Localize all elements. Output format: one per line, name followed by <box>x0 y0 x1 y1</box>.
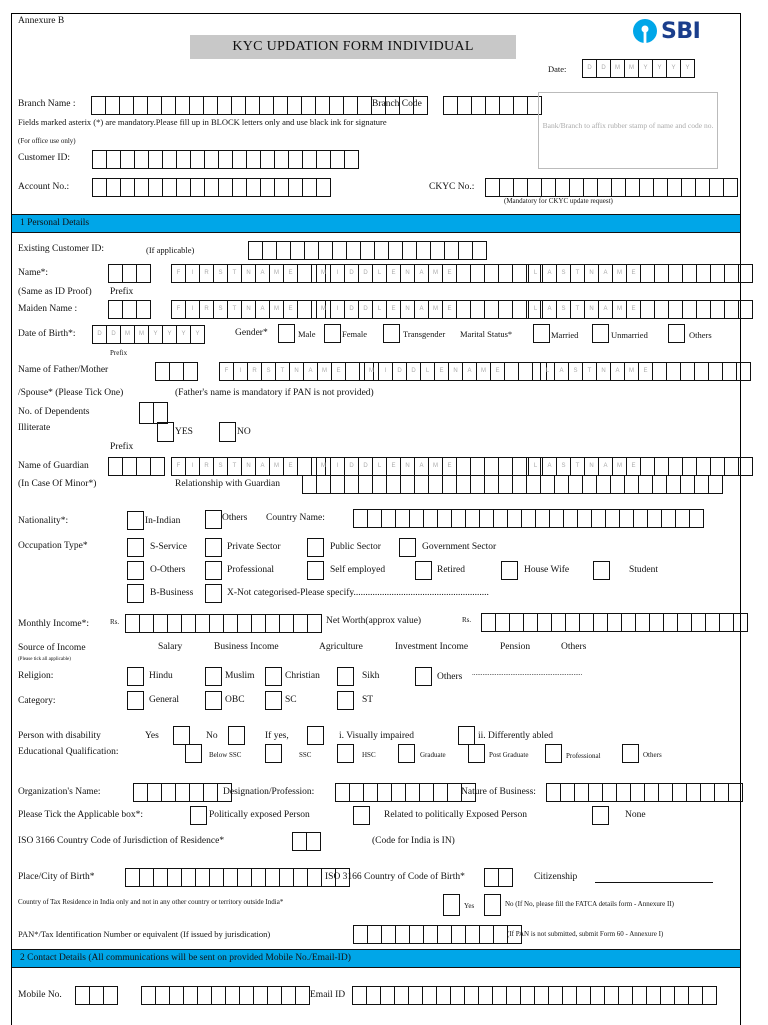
salary-label[interactable]: Salary <box>158 642 183 652</box>
post-graduate-label: Post Graduate <box>489 751 529 759</box>
maiden-last-name-boxes[interactable]: L A S T N A M E <box>529 300 753 319</box>
branch-code-boxes[interactable] <box>444 96 542 115</box>
category-label: Category: <box>18 696 56 706</box>
org-name-boxes[interactable] <box>134 783 232 802</box>
sikh-label: Sikh <box>362 671 380 681</box>
place-birth-boxes[interactable] <box>126 868 350 887</box>
mobile-country-code-boxes[interactable] <box>76 986 118 1005</box>
annexure-label: Annexure B <box>18 16 65 26</box>
post-graduate-checkbox[interactable] <box>468 744 485 763</box>
self-employed-label: Self employed <box>330 565 386 575</box>
none-checkbox[interactable] <box>592 806 609 825</box>
mobile-number-boxes[interactable] <box>142 986 310 1005</box>
source-others-label[interactable]: Others <box>561 642 587 652</box>
middle-name-boxes[interactable]: M I D D L E N A M E <box>317 264 541 283</box>
investment-income-label[interactable]: Investment Income <box>395 642 469 652</box>
pan-note: (If PAN is not submitted, submit Form 60 - Annexure I) <box>507 930 664 938</box>
father-note: (Father's name is mandatory if PAN is not provided) <box>175 388 374 398</box>
edu-professional-label: Professional <box>566 752 601 760</box>
st-checkbox[interactable] <box>337 691 354 710</box>
public-sector-checkbox[interactable] <box>307 538 324 557</box>
maiden-prefix-boxes[interactable] <box>109 300 151 319</box>
hsc-label: HSC <box>362 751 376 759</box>
professional-checkbox[interactable] <box>205 561 222 580</box>
instructions-text: Fields marked asterix (*) are mandatory.Please fill up in BLOCK letters only and use black ink for signature <box>18 117 387 127</box>
gender-label: Gender* <box>235 328 268 338</box>
graduate-checkbox[interactable] <box>398 744 415 763</box>
religion-others-checkbox[interactable] <box>415 667 432 686</box>
citizenship-line[interactable] <box>595 882 713 883</box>
account-no-label: Account No.: <box>18 182 70 192</box>
dob-boxes[interactable]: D D M M Y Y Y Y <box>93 325 205 344</box>
name-prefix-boxes[interactable] <box>109 264 151 283</box>
house-wife-label: House Wife <box>524 565 570 575</box>
iso-birth-boxes[interactable] <box>485 868 513 887</box>
none-label: None <box>625 810 646 820</box>
guardian-last-name-boxes[interactable]: L A S T N A M E <box>529 457 753 476</box>
monthly-income-rs: Rs. <box>110 618 120 626</box>
branch-code-label: Branch Code <box>372 99 422 109</box>
tick-applicable-label: Please Tick the Applicable box*: <box>18 810 144 820</box>
nationality-others-label: Others <box>222 513 248 523</box>
retired-checkbox[interactable] <box>415 561 432 580</box>
s-service-label: S-Service <box>150 542 187 552</box>
tick-all-text: (Please tick all applicable) <box>18 657 71 662</box>
same-as-id-text: (Same as ID Proof) <box>18 287 92 297</box>
related-pep-checkbox[interactable] <box>353 806 370 825</box>
sc-checkbox[interactable] <box>265 691 282 710</box>
date-boxes[interactable]: D D M M Y Y Y Y <box>583 59 695 78</box>
female-checkbox[interactable] <box>324 324 341 343</box>
pan-boxes[interactable] <box>354 925 522 944</box>
male-checkbox[interactable] <box>278 324 295 343</box>
occupation-type-label: Occupation Type* <box>18 541 88 551</box>
obc-checkbox[interactable] <box>205 691 222 710</box>
office-use-text: (For office use only) <box>18 137 76 145</box>
edu-others-checkbox[interactable] <box>622 744 639 763</box>
father-first-name-boxes[interactable]: F I R S T N A M E <box>220 362 374 381</box>
monthly-income-label: Monthly Income*: <box>18 619 89 629</box>
male-label: Male <box>298 329 316 339</box>
nationality-others-checkbox[interactable] <box>205 510 222 529</box>
agriculture-label[interactable]: Agriculture <box>319 642 363 652</box>
religion-others-dots: ............................................................... <box>472 669 583 677</box>
account-no-boxes[interactable] <box>93 178 331 197</box>
guardian-middle-name-boxes[interactable]: M I D D L E N A M E <box>317 457 541 476</box>
designation-boxes[interactable] <box>336 783 476 802</box>
maiden-middle-name-boxes[interactable]: M I D D L E N A M E <box>317 300 541 319</box>
disability-yes-checkbox[interactable] <box>173 726 190 745</box>
ckyc-no-boxes[interactable] <box>486 178 738 197</box>
spouse-label: /Spouse* (Please Tick One) <box>18 388 124 398</box>
kyc-form-page <box>11 13 741 1025</box>
country-name-boxes[interactable] <box>354 509 704 528</box>
female-label: Female <box>342 329 368 339</box>
nationality-label: Nationality*: <box>18 516 69 526</box>
customer-id-boxes[interactable] <box>93 150 359 169</box>
ckyc-note: (Mandatory for CKYC update request) <box>504 197 613 205</box>
o-others-checkbox[interactable] <box>127 561 144 580</box>
private-sector-checkbox[interactable] <box>205 538 222 557</box>
code-india-text: (Code for India is IN) <box>372 836 455 846</box>
sikh-checkbox[interactable] <box>337 667 354 686</box>
first-name-boxes[interactable]: F I R S T N A M E <box>172 264 326 283</box>
iso-birth-label: ISO 3166 Country of Code of Birth* <box>325 872 465 882</box>
email-boxes[interactable] <box>353 986 717 1005</box>
hindu-checkbox[interactable] <box>127 667 144 686</box>
tax-yes-checkbox[interactable] <box>443 894 460 916</box>
edu-others-label: Others <box>643 751 662 759</box>
business-income-label[interactable]: Business Income <box>214 642 279 652</box>
muslim-checkbox[interactable] <box>205 667 222 686</box>
if-applicable-text: (If applicable) <box>146 245 195 255</box>
x-not-categorised-label: X-Not categorised-Please specify......................................................... <box>227 588 489 598</box>
student-label: Student <box>629 565 659 575</box>
public-sector-label: Public Sector <box>330 542 381 552</box>
government-sector-checkbox[interactable] <box>399 538 416 557</box>
existing-customer-id-label: Existing Customer ID: <box>18 244 105 254</box>
education-label: Educational Qualification: <box>18 747 119 757</box>
last-name-boxes[interactable]: L A S T N A M E <box>529 264 753 283</box>
disability-yes-label: Yes <box>145 731 159 741</box>
sbi-keyhole-icon <box>632 18 658 44</box>
sbi-logo-text: SBI <box>661 18 701 44</box>
private-sector-label: Private Sector <box>227 542 281 552</box>
country-name-label: Country Name: <box>266 513 325 523</box>
tax-no-label: No (If No, please fill the FATCA details form - Annexure II) <box>505 900 674 908</box>
below-ssc-label: Below SSC <box>209 751 242 759</box>
pep-checkbox[interactable] <box>190 806 207 825</box>
illiterate-yes-checkbox[interactable] <box>157 422 174 442</box>
below-ssc-checkbox[interactable] <box>185 744 202 763</box>
edu-professional-checkbox[interactable] <box>545 744 562 763</box>
existing-customer-id-boxes[interactable] <box>249 241 487 260</box>
disability-no-checkbox[interactable] <box>228 726 245 745</box>
prefix-label-3: Prefix <box>110 442 134 452</box>
illiterate-no-label: NO <box>237 427 251 437</box>
in-indian-checkbox[interactable] <box>127 511 144 530</box>
dob-label: Date of Birth*: <box>18 329 76 339</box>
transgender-label: Transgender <box>403 329 446 339</box>
place-birth-label: Place/City of Birth* <box>18 872 95 882</box>
pep-label: Politically exposed Person <box>209 810 310 820</box>
tax-yes-label: Yes <box>464 902 475 910</box>
ssc-checkbox[interactable] <box>265 744 282 763</box>
christian-checkbox[interactable] <box>265 667 282 686</box>
prefix-label-2: Prefix <box>110 349 128 357</box>
mobile-label: Mobile No. <box>18 990 62 1000</box>
dependents-label: No. of Dependents <box>18 407 90 417</box>
iso-residence-boxes[interactable] <box>293 832 321 851</box>
relationship-guardian-boxes[interactable] <box>303 475 723 494</box>
graduate-label: Graduate <box>420 751 446 759</box>
dependents-boxes[interactable] <box>140 402 168 424</box>
s-service-checkbox[interactable] <box>127 538 144 557</box>
sbi-logo <box>632 18 700 44</box>
source-income-label: Source of Income <box>18 643 86 653</box>
illiterate-yes-label: YES <box>175 427 193 437</box>
self-employed-checkbox[interactable] <box>307 561 324 580</box>
st-label: ST <box>362 695 374 705</box>
if-yes-label: If yes, <box>265 731 289 741</box>
disability-label: Person with disability <box>18 731 101 741</box>
hindu-label: Hindu <box>149 671 173 681</box>
religion-others-label: Others <box>437 672 463 682</box>
muslim-label: Muslim <box>225 671 255 681</box>
ssc-label: SSC <box>299 751 312 759</box>
stamp-area: Bank/Branch to affix rubber stamp of name and code no. <box>538 92 718 169</box>
citizenship-label: Citizenship <box>534 872 578 882</box>
ckyc-no-label: CKYC No.: <box>429 182 475 192</box>
guardian-first-name-boxes[interactable]: F I R S T N A M E <box>172 457 326 476</box>
in-indian-label: In-Indian <box>145 516 181 526</box>
maiden-first-name-boxes[interactable]: F I R S T N A M E <box>172 300 326 319</box>
father-middle-name-boxes[interactable]: M I D D L E N A M E <box>365 362 547 381</box>
pension-label[interactable]: Pension <box>500 642 531 652</box>
father-last-name-boxes[interactable]: L A S T N A M E <box>541 362 751 381</box>
guardian-label: Name of Guardian <box>18 461 89 471</box>
visually-impaired-checkbox[interactable] <box>307 726 324 745</box>
customer-id-label: Customer ID: <box>18 153 70 163</box>
org-name-label: Organization's Name: <box>18 787 101 797</box>
unmarried-label: Unmarried <box>611 330 648 340</box>
section-personal-details: 1 Personal Details <box>12 214 740 233</box>
related-pep-label: Related to politically Exposed Person <box>384 810 528 820</box>
government-sector-label: Government Sector <box>422 542 497 552</box>
name-label: Name*: <box>18 268 49 278</box>
unmarried-checkbox[interactable] <box>592 324 609 343</box>
disability-no-label: No <box>206 731 218 741</box>
christian-label: Christian <box>285 671 320 681</box>
marital-others-checkbox[interactable] <box>668 324 685 343</box>
marital-others-label: Others <box>689 330 712 340</box>
illiterate-label: Illiterate <box>18 423 51 433</box>
date-label: Date: <box>548 64 567 74</box>
net-worth-boxes[interactable] <box>482 613 748 632</box>
branch-name-label: Branch Name : <box>18 99 76 109</box>
obc-label: OBC <box>225 695 245 705</box>
section-contact-details: 2 Contact Details (All communications will be sent on provided Mobile No./Email-ID) <box>12 949 740 968</box>
designation-label: Designation/Profession: <box>223 787 315 797</box>
tax-no-checkbox[interactable] <box>484 894 501 916</box>
father-prefix-boxes[interactable] <box>156 362 198 381</box>
maiden-name-label: Maiden Name : <box>18 304 78 314</box>
net-worth-rs: Rs. <box>462 616 472 624</box>
general-label: General <box>149 695 180 705</box>
email-label: Email ID <box>310 990 346 1000</box>
retired-label: Retired <box>437 565 465 575</box>
nature-business-boxes[interactable] <box>547 783 743 802</box>
transgender-checkbox[interactable] <box>383 324 400 343</box>
tax-residence-label: Country of Tax Residence in India only and not in any other country or territory outside India* <box>18 898 284 906</box>
relationship-guardian-label: Relationship with Guardian <box>175 479 281 489</box>
sc-label: SC <box>285 695 297 705</box>
guardian-prefix-boxes[interactable] <box>109 457 165 476</box>
x-not-categorised-checkbox[interactable] <box>205 584 222 603</box>
pan-label: PAN*/Tax Identification Number or equivalent (If issued by jurisdication) <box>18 929 271 939</box>
b-business-checkbox[interactable] <box>127 584 144 603</box>
nature-business-label: Nature of Business: <box>461 787 536 797</box>
married-label: Married <box>551 330 579 340</box>
visually-impaired-label: i. Visually impaired <box>339 731 414 741</box>
marital-status-label: Marital Status* <box>460 329 513 339</box>
prefix-label-1: Prefix <box>110 287 134 297</box>
professional-label: Professional <box>227 565 274 575</box>
illiterate-no-checkbox[interactable] <box>219 422 236 442</box>
house-wife-checkbox[interactable] <box>501 561 518 580</box>
iso-residence-label: ISO 3166 Country Code of Jurisdiction of Residence* <box>18 836 225 846</box>
hsc-checkbox[interactable] <box>337 744 354 763</box>
form-title: KYC UPDATION FORM INDIVIDUAL <box>190 35 516 59</box>
o-others-label: O-Others <box>150 565 186 575</box>
in-case-minor-text: (In Case Of Minor*) <box>18 479 97 489</box>
differently-abled-checkbox[interactable] <box>458 726 475 745</box>
monthly-income-boxes[interactable] <box>126 614 322 633</box>
father-mother-label: Name of Father/Mother <box>18 365 109 375</box>
differently-abled-label: ii. Differently abled <box>478 731 554 741</box>
religion-label: Religion: <box>18 671 54 681</box>
married-checkbox[interactable] <box>533 324 550 343</box>
net-worth-label: Net Worth(approx value) <box>326 616 422 626</box>
student-checkbox[interactable] <box>593 561 610 580</box>
general-checkbox[interactable] <box>127 691 144 710</box>
b-business-label: B-Business <box>150 588 194 598</box>
